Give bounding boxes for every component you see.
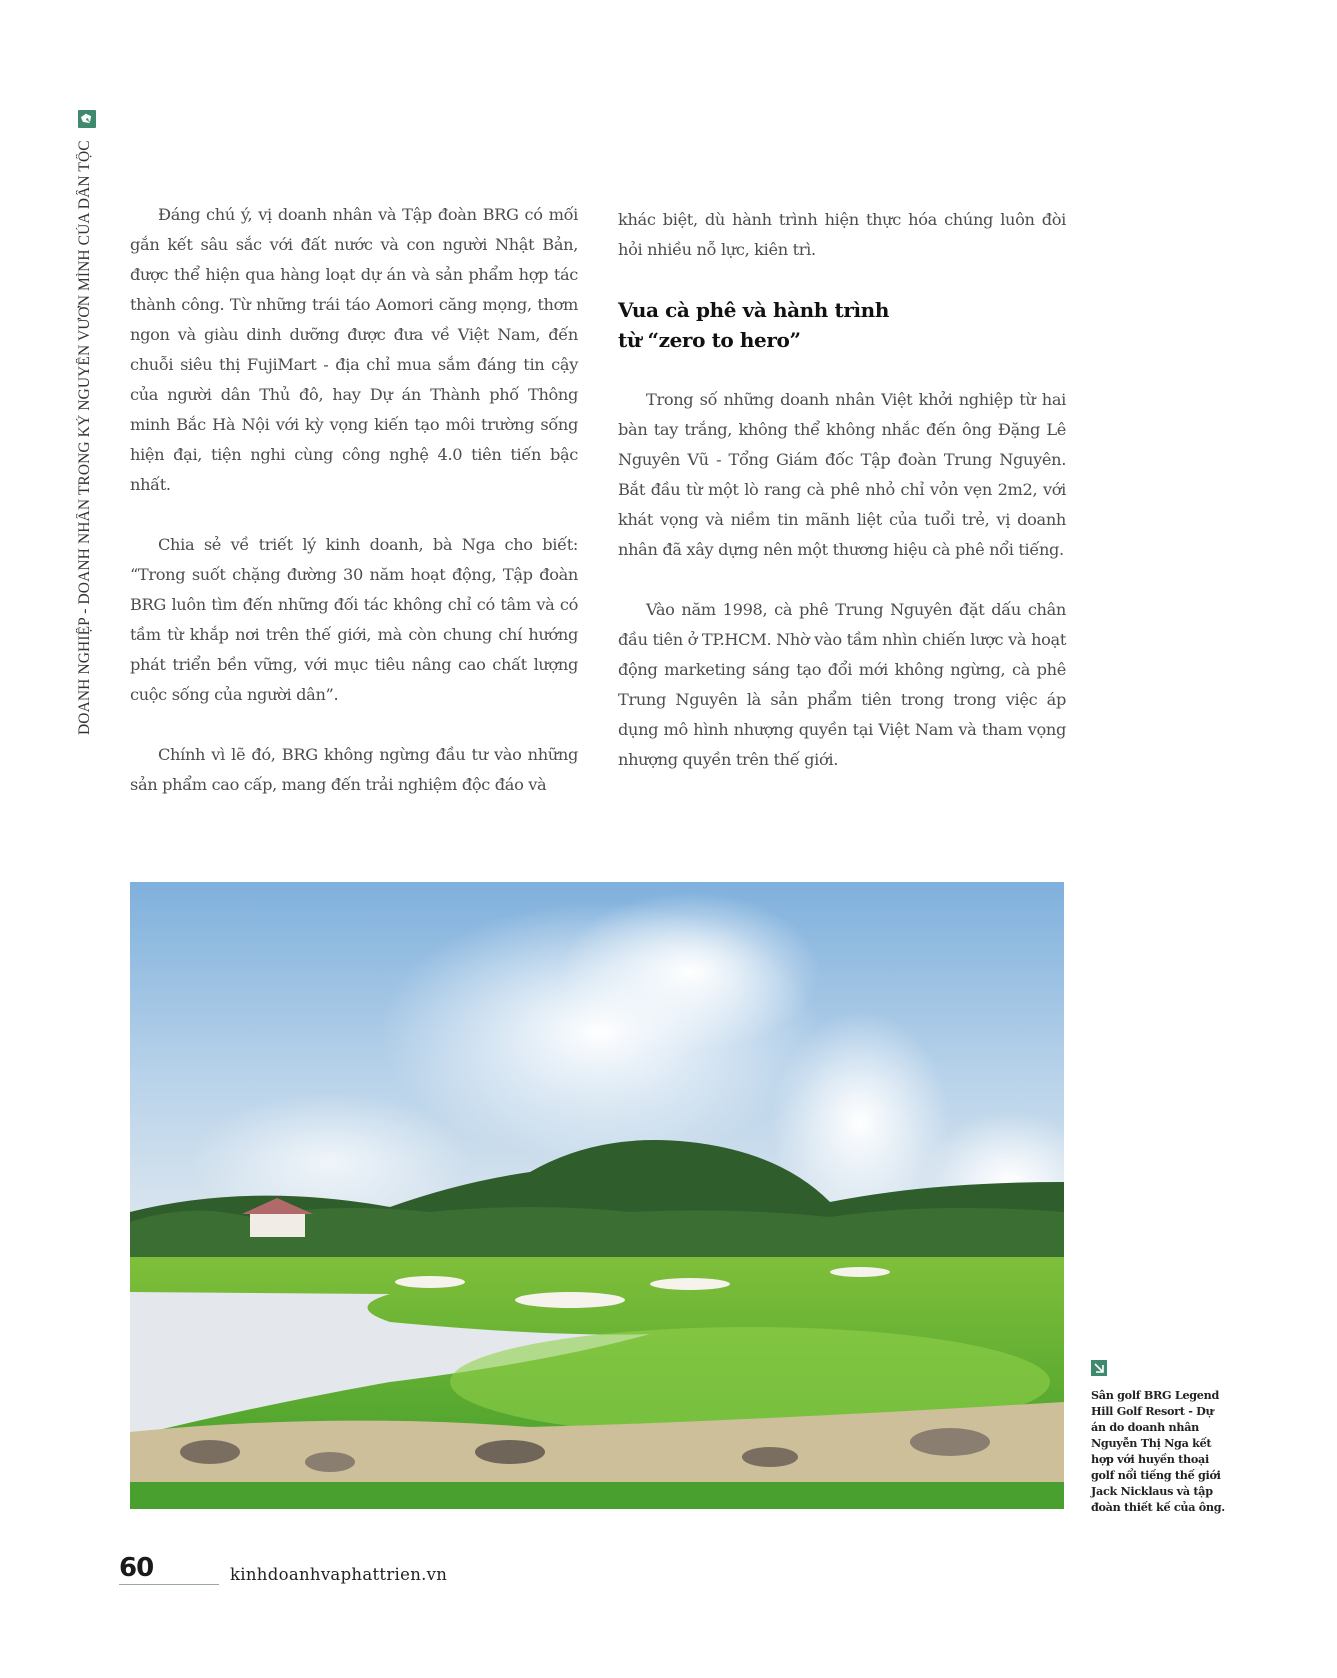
cloud <box>560 892 820 1052</box>
bunker <box>395 1276 465 1288</box>
rock <box>742 1447 798 1467</box>
right-column <box>618 205 1066 805</box>
paragraph: Chính vì lẽ đó, BRG không ngừng đầu tư vào những sản phẩm cao cấp, mang đến trải nghiệm độc đáo và <box>130 745 578 794</box>
rock <box>305 1452 355 1472</box>
arrow-down-right-icon <box>1091 1360 1107 1376</box>
left-column <box>130 200 578 830</box>
paragraph: Đáng chú ý, vị doanh nhân và Tập đoàn BRG có mối gắn kết sâu sắc với đất nước và con người Nhật Bản, được thể hiện qua hàng loạt dự án và sản phẩm hợp tác thành công. Từ những trái táo Aomori căng mọng, thơm ngon và giàu dinh dưỡng được đưa về Việt Nam, đến chuỗi siêu thị FujiMart - địa chỉ mua sắm đáng tin cậy của người dân Thủ đô, hay Dự án Thành phố Thông minh Bắc Hà Nội với kỳ vọng kiến tạo môi trường sống hiện đại, tiện nghi cùng công nghệ 4.0 tiên tiến bậc nhất. <box>130 205 578 494</box>
paragraph: Trong số những doanh nhân Việt khởi nghiệp từ hai bàn tay trắng, không thể không nhắc đến ông Đặng Lê Nguyên Vũ - Tổng Giám đốc Tập đoàn Trung Nguyên. Bắt đầu từ một lò rang cà phê nhỏ chỉ vỏn vẹn 2m2, với khát vọng và niềm tin mãnh liệt của tuổi trẻ, vị doanh nhân đã xây dựng nên một thương hiệu cà phê nổi tiếng. <box>618 390 1066 559</box>
rock <box>180 1440 240 1464</box>
page-number-rule <box>119 1584 219 1585</box>
website-url: kinhdoanhvaphattrien.vn <box>230 1565 448 1584</box>
bunker <box>650 1278 730 1290</box>
foreground-grass <box>130 1482 1064 1509</box>
paragraph: Chia sẻ về triết lý kinh doanh, bà Nga cho biết: “Trong suốt chặng đường 30 năm hoạt động, Tập đoàn BRG luôn tìm đến những đối tác không chỉ có tâm và có tầm từ khắp nơi trên thế giới, mà còn chung chí hướng phát triển bền vững, với mục tiêu nâng cao chất lượng cuộc sống của người dân”. <box>130 535 578 704</box>
pavilion <box>250 1212 305 1237</box>
bunker <box>830 1267 890 1277</box>
heading-line: Vua cà phê và hành trình <box>618 298 889 322</box>
section-label: DOANH NGHIỆP - DOANH NHÂN TRONG KỶ NGUYÊN VƯƠN MÌNH CỦA DÂN TỘC <box>76 140 93 735</box>
paragraph-continuation: khác biệt, dù hành trình hiện thực hóa chúng luôn đòi hỏi nhiều nỗ lực, kiên trì. <box>618 210 1066 259</box>
pen-nib-icon <box>78 110 96 128</box>
section-heading <box>618 295 1066 355</box>
rock <box>910 1428 990 1456</box>
photo-caption: Sân golf BRG Legend Hill Golf Resort - Dự án do doanh nhân Nguyễn Thị Nga kết hợp với huyền thoại golf nổi tiếng thế giới Jack Nicklaus và tập đoàn thiết kế của ông. <box>1091 1388 1225 1514</box>
paragraph: Vào năm 1998, cà phê Trung Nguyên đặt dấu chân đầu tiên ở TP.HCM. Nhờ vào tầm nhìn chiến lược và hoạt động marketing sáng tạo đổi mới không ngừng, cà phê Trung Nguyên là sản phẩm tiên trong trong việc áp dụng mô hình nhượng quyền tại Việt Nam và tham vọng nhượng quyền trên thế giới. <box>618 600 1066 769</box>
heading-line: từ “zero to hero” <box>618 328 801 352</box>
bunker <box>515 1292 625 1308</box>
rock <box>475 1440 545 1464</box>
page-number: 60 <box>119 1553 154 1583</box>
golf-course-photo <box>130 882 1064 1509</box>
